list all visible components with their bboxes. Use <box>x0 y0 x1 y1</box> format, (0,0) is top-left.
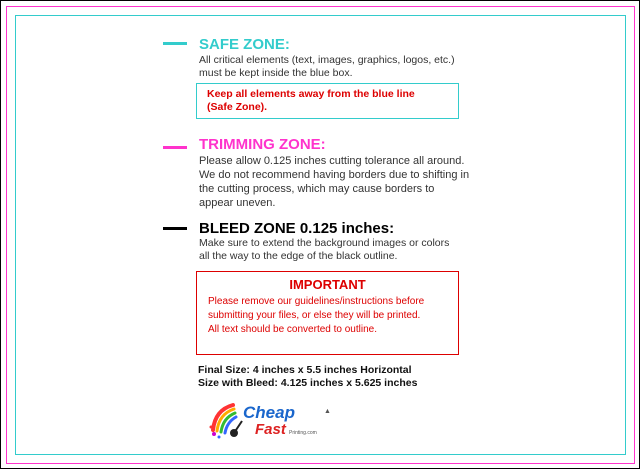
cheap-fast-printing-logo <box>207 396 347 442</box>
trimming-zone-legend-dash <box>163 146 187 149</box>
bleed-zone-text <box>199 237 449 263</box>
logo-word-fast: Fast <box>255 421 286 438</box>
trimming-zone-line-1: Please allow 0.125 inches cutting tolerance all around. <box>199 155 465 167</box>
trimming-zone-text <box>199 154 469 210</box>
logo-tagline: Printing.com <box>289 430 317 436</box>
safe-zone-legend-dash <box>163 42 187 45</box>
important-line-1: Please remove our guidelines/instructions before <box>208 296 425 307</box>
bleed-zone-legend-dash <box>163 227 187 230</box>
safe-zone-warning-line-2: (Safe Zone). <box>207 101 268 113</box>
safe-zone-heading: SAFE ZONE: <box>199 36 290 53</box>
important-box <box>196 271 459 355</box>
safe-zone-warning-box <box>196 83 459 119</box>
trimming-zone-line-2: We do not recommend having borders due to shifting in <box>199 169 470 181</box>
safe-zone-line-1: All critical elements (text, images, graphics, logos, etc.) <box>199 54 455 66</box>
logo-word-cheap: Cheap <box>243 403 295 422</box>
final-size-info <box>198 364 417 390</box>
bleed-zone-heading: BLEED ZONE 0.125 inches: <box>199 220 395 237</box>
trimming-zone-heading: TRIMMING ZONE: <box>199 136 326 153</box>
safe-zone-warning-line-1: Keep all elements away from the blue line <box>207 88 415 100</box>
small-mark: ▲ <box>324 408 331 415</box>
trimming-zone-line-4: appear uneven. <box>199 197 276 209</box>
bleed-zone-line-1: Make sure to extend the background images or colors <box>199 237 450 249</box>
trimming-zone-line-3: the cutting process, which may cause borders to <box>199 183 435 195</box>
safe-zone-line-2: must be kept inside the blue box. <box>199 67 353 79</box>
important-line-3: All text should be converted to outline. <box>208 324 377 335</box>
important-line-2: submitting your files, or else they will be printed. <box>208 310 421 321</box>
final-size-line: Final Size: 4 inches x 5.5 inches Horizontal <box>198 364 412 376</box>
safe-zone-text <box>199 54 455 80</box>
important-title: IMPORTANT <box>289 277 366 292</box>
bleed-size-line: Size with Bleed: 4.125 inches x 5.625 inches <box>198 377 418 389</box>
bleed-zone-line-2: all the way to the edge of the black outline. <box>199 250 398 262</box>
paint-splash-logo-icon <box>207 396 347 442</box>
